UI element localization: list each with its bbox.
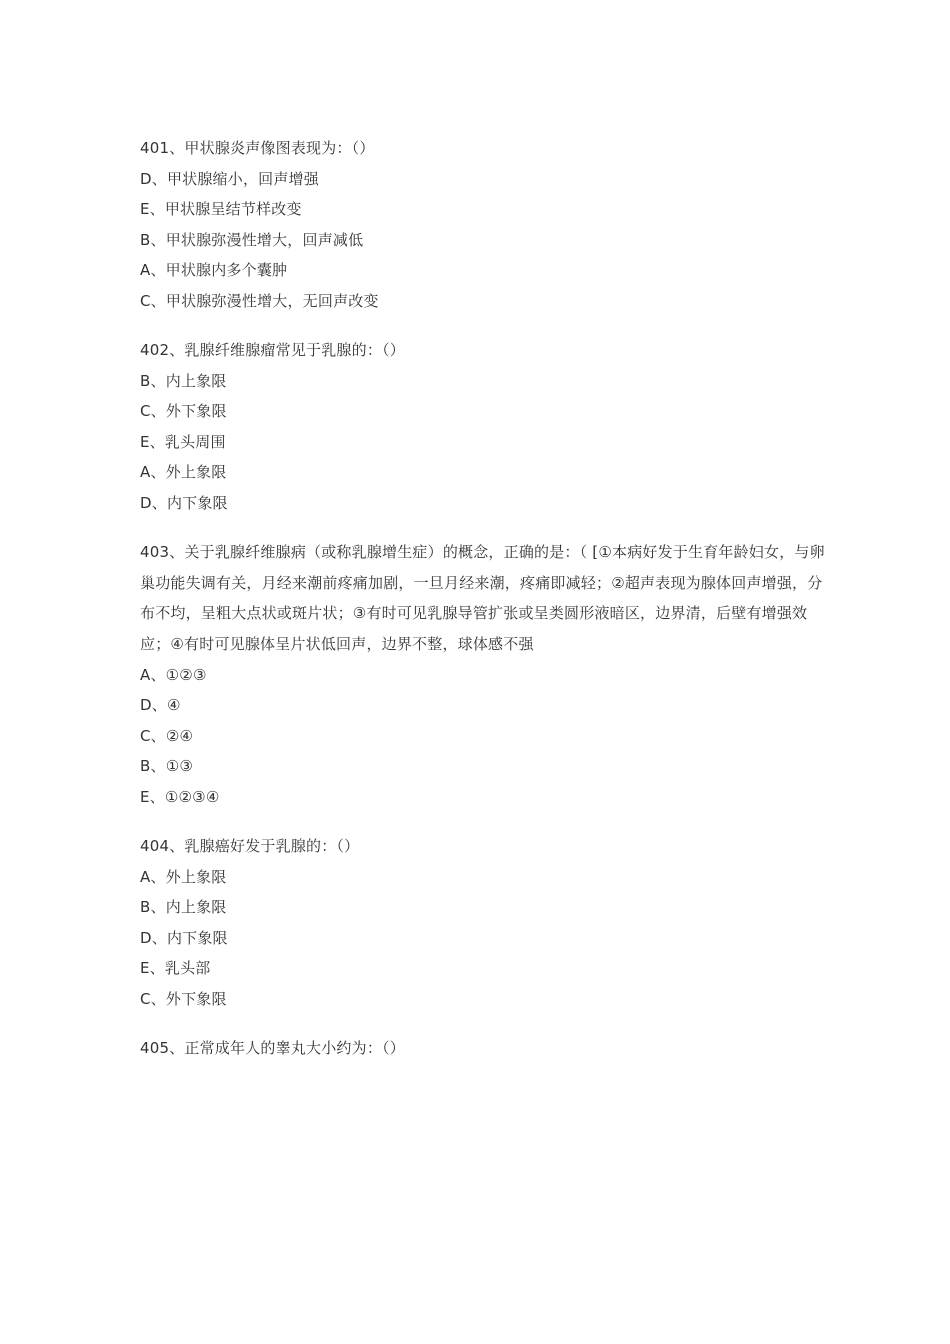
option-item: A、外上象限 <box>140 463 227 482</box>
question-403 <box>140 537 830 812</box>
option-item: D、甲状腺缩小，回声增强 <box>140 169 319 188</box>
option-item: C、外下象限 <box>140 989 227 1008</box>
document-page <box>140 133 830 1064</box>
question-401 <box>140 133 830 316</box>
option-item: B、甲状腺弥漫性增大，回声减低 <box>140 230 364 249</box>
option-item: A、甲状腺内多个囊肿 <box>140 261 288 280</box>
question-stem: 403、关于乳腺纤维腺病（或称乳腺增生症）的概念，正确的是：（ [①本病好发于生育年龄妇女，与卵巢功能失调有关，月经来潮前疼痛加剧，一旦月经来潮，疼痛即减轻；②超声表现为腺体回声增强，分布不均，呈粗大点状或斑片状；③有时可见乳腺导管扩张或呈类圆形液暗区，边界清，后壁有增强效应；④有时可见腺体呈片状低回声，边界不整，球体感不强 <box>140 543 825 653</box>
option-item: C、甲状腺弥漫性增大，无回声改变 <box>140 291 379 310</box>
question-404 <box>140 831 830 1014</box>
option-item: E、乳头周围 <box>140 432 226 451</box>
option-item: B、内上象限 <box>140 898 227 917</box>
option-item: B、内上象限 <box>140 371 227 390</box>
question-stem: 401、甲状腺炎声像图表现为：（） <box>140 139 375 157</box>
option-item: E、①②③④ <box>140 787 220 806</box>
option-item: E、甲状腺呈结节样改变 <box>140 200 302 219</box>
question-405 <box>140 1033 830 1064</box>
option-item: D、内下象限 <box>140 493 228 512</box>
question-stem: 402、乳腺纤维腺瘤常见于乳腺的：（） <box>140 341 405 360</box>
option-item: D、④ <box>140 696 181 715</box>
question-stem: 405、正常成年人的睾丸大小约为：（） <box>140 1039 405 1058</box>
question-stem: 404、乳腺癌好发于乳腺的：（） <box>140 837 360 856</box>
option-item: C、②④ <box>140 726 194 745</box>
question-402 <box>140 335 830 518</box>
option-item: E、乳头部 <box>140 959 211 978</box>
option-item: A、①②③ <box>140 665 207 684</box>
option-item: B、①③ <box>140 757 193 776</box>
option-item: D、内下象限 <box>140 928 228 947</box>
option-item: A、外上象限 <box>140 867 227 886</box>
option-item: C、外下象限 <box>140 402 227 421</box>
